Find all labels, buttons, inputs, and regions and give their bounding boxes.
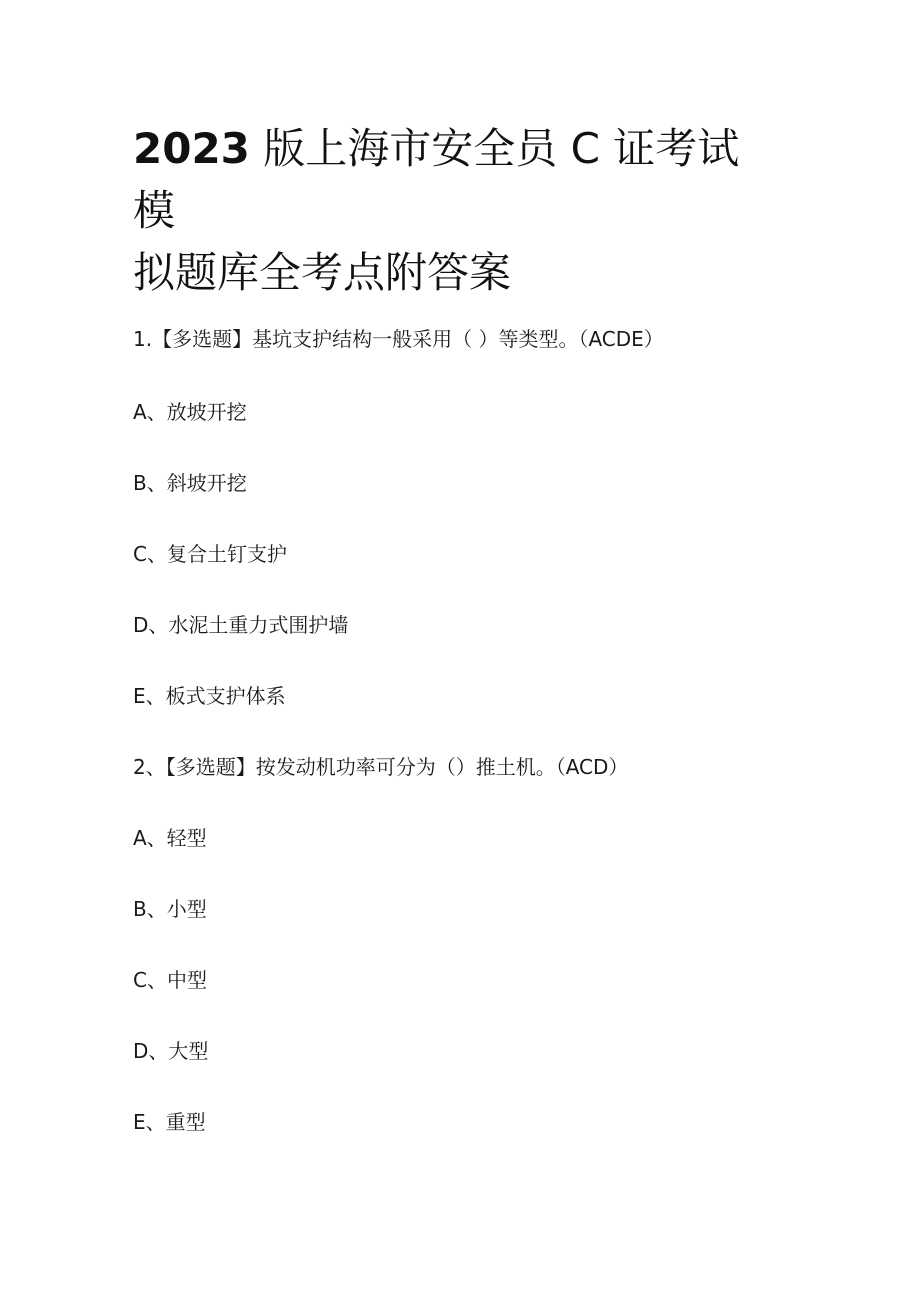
question-1-stem: 1.【多选题】基坑支护结构一般采用（ ）等类型。（ACDE） (133, 327, 664, 351)
question-1-option-e: E、板式支护体系 (133, 684, 286, 708)
question-1-option-a: A、放坡开挖 (133, 400, 247, 424)
document-title (133, 118, 773, 304)
question-2-option-a: A、轻型 (133, 826, 207, 850)
title-line2: 拟题库全考点附答案 (133, 248, 512, 297)
question-1-option-c: C、复合土钉支护 (133, 542, 287, 566)
question-2-option-c: C、中型 (133, 968, 207, 992)
title-line1-rest: 版上海市安全员 C 证考试模 (133, 124, 740, 235)
question-2-option-d: D、大型 (133, 1039, 209, 1063)
question-2-stem: 2、【多选题】按发动机功率可分为（）推土机。（ACD） (133, 755, 629, 779)
question-1-option-d: D、水泥土重力式围护墙 (133, 613, 349, 637)
question-1-option-b: B、斜坡开挖 (133, 471, 247, 495)
title-year: 2023 (133, 124, 250, 173)
question-2-option-b: B、小型 (133, 897, 207, 921)
question-2-option-e: E、重型 (133, 1110, 206, 1134)
